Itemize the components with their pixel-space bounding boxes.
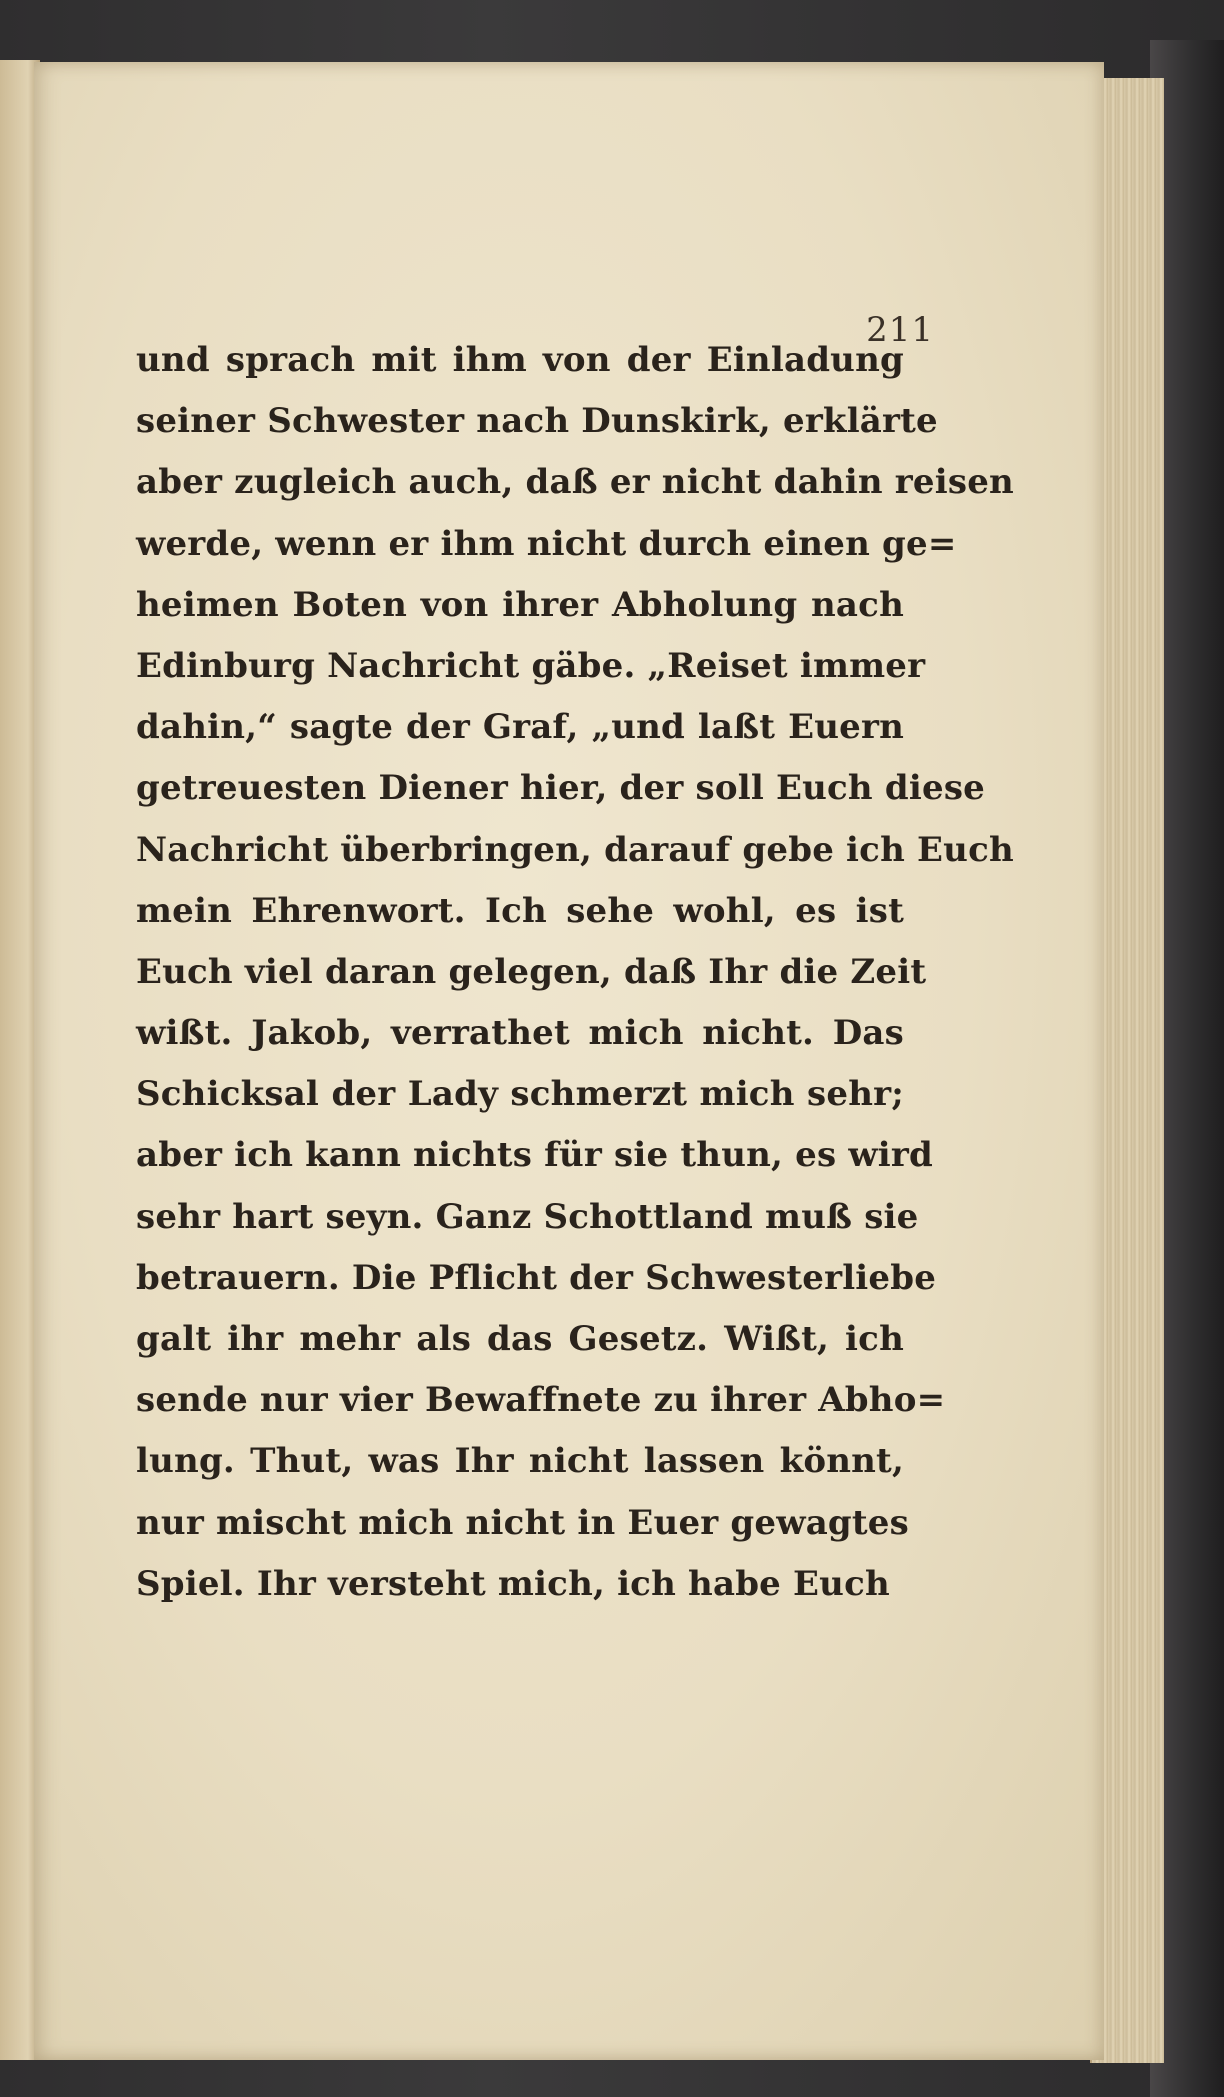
- text-line: mein Ehrenwort. Ich sehe wohl, es ist: [136, 890, 904, 931]
- text-line: aber ich kann nichts für sie thun, es wird: [136, 1135, 934, 1176]
- text-line: dahin,“ sagte der Graf, „und laßt Euern: [136, 707, 904, 748]
- text-line: seiner Schwester nach Dunskirk, erklärte: [136, 401, 938, 442]
- page-number: 211: [866, 310, 934, 350]
- text-line: betrauern. Die Pflicht der Schwesterliebe: [136, 1257, 937, 1298]
- text-line: wißt. Jakob, verrathet mich nicht. Das: [136, 1013, 904, 1054]
- text-line: nur mischt mich nicht in Euer gewagtes: [136, 1502, 909, 1543]
- text-line: Edinburg Nachricht gäbe. „Reiset immer: [136, 645, 926, 686]
- text-line: Nachricht überbringen, darauf gebe ich Euch: [136, 829, 1014, 870]
- text-line: heimen Boten von ihrer Abholung nach: [136, 584, 904, 625]
- text-line: Schicksal der Lady schmerzt mich sehr;: [136, 1074, 904, 1115]
- text-line: Spiel. Ihr versteht mich, ich habe Euch: [136, 1563, 890, 1604]
- text-line: sehr hart seyn. Ganz Schottland muß sie: [136, 1196, 919, 1237]
- text-line: aber zugleich auch, daß er nicht dahin reisen: [136, 462, 1014, 503]
- text-line: Euch viel daran gelegen, daß Ihr die Zeit: [136, 951, 927, 992]
- text-line: und sprach mit ihm von der Einladung: [136, 340, 904, 380]
- text-line: werde, wenn er ihm nicht durch einen ge=: [136, 523, 957, 564]
- text-line: galt ihr mehr als das Gesetz. Wißt, ich: [136, 1319, 904, 1359]
- text-line: sende nur vier Bewaffnete zu ihrer Abho=: [136, 1380, 946, 1421]
- text-line: lung. Thut, was Ihr nicht lassen könnt,: [136, 1441, 904, 1482]
- text-line: getreuesten Diener hier, der soll Euch diese: [136, 768, 985, 809]
